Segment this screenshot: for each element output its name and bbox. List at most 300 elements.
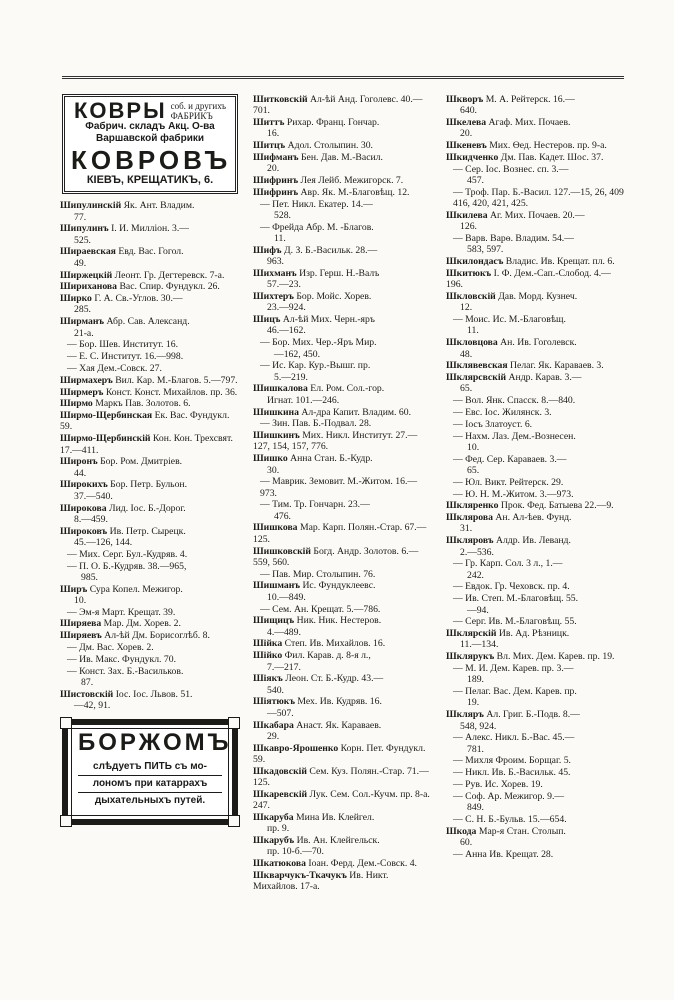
- entry-surname: Шкода: [446, 825, 477, 837]
- entry-details: Алдр. Ив. Леванд.: [495, 535, 571, 547]
- entry-details: Ан. Ив. Гоголевск.: [500, 337, 577, 349]
- entry-continuation: 540.: [267, 684, 284, 696]
- entry-details: Аг. Мих. Почаев. 20.—: [490, 209, 585, 221]
- directory-entry: [446, 94, 626, 117]
- entry-surname: Шириханова: [60, 281, 118, 293]
- entry-details: Маркъ Пав. Золотов. 6.: [95, 398, 191, 410]
- directory-entry: [60, 375, 240, 386]
- entry-continuation: 126.: [460, 221, 477, 233]
- directory-entry: [60, 223, 240, 246]
- entry-details: Ив. Петр. Сырецк.: [109, 525, 186, 537]
- directory-entry: [446, 337, 626, 360]
- entry-continuation: 10.: [467, 441, 480, 453]
- ad-kovry-small1: соб. и другихъ: [170, 101, 227, 111]
- entry-surname: Ширъ: [60, 583, 88, 595]
- directory-entry: [446, 268, 626, 291]
- directory-entry: [446, 407, 626, 418]
- entry-details: Адол. Столыпин. 30.: [287, 140, 373, 152]
- entry-details: — М. И. Дем. Карев. пр. 3.—: [453, 663, 574, 675]
- directory-entry: [253, 638, 433, 649]
- directory-entry: [253, 175, 433, 186]
- directory-entry: [253, 383, 433, 406]
- entry-continuation: 10.—849.: [267, 591, 306, 603]
- entry-details: — Моис. Ис. М.-Благовѣщ.: [453, 314, 566, 326]
- directory-entry: [60, 479, 240, 502]
- entry-details: — Михля Фроим. Борщаг. 5.: [453, 755, 571, 767]
- entry-surname: Шкеневъ: [446, 140, 487, 152]
- entry-continuation: 11.: [274, 233, 286, 245]
- entry-continuation: 57.—23.: [267, 279, 301, 291]
- entry-surname: Шкелева: [446, 117, 487, 129]
- entry-details: Пелаг. Як. Караваев. 3.: [510, 360, 604, 372]
- directory-entry: [446, 686, 626, 709]
- directory-entry: [60, 654, 240, 665]
- directory-entry: [446, 826, 626, 849]
- entry-continuation: пр. 9.: [267, 823, 290, 835]
- entry-details: Як. Ант. Владим.: [123, 200, 195, 212]
- directory-entry: [60, 433, 240, 456]
- directory-entry: [60, 561, 240, 584]
- entry-details: — Вол. Янк. Спасск. 8.—840.: [453, 395, 576, 407]
- entry-surname: Ширяевъ: [60, 630, 102, 642]
- entry-details: — Эм-я Март. Крещат. 39.: [67, 606, 176, 618]
- entry-continuation: 189.: [467, 674, 484, 686]
- directory-entry: [253, 870, 433, 893]
- entry-surname: Шкловскій: [446, 291, 496, 303]
- entry-continuation: 20.: [267, 163, 280, 175]
- directory-entry: [446, 477, 626, 488]
- entry-surname: Широковъ: [60, 525, 108, 537]
- entry-details: Мар-я Стан. Столып.: [478, 825, 566, 837]
- entry-details: — Іосъ Златоуст. 6.: [453, 418, 533, 430]
- directory-entry: [60, 607, 240, 618]
- directory-entry: [253, 615, 433, 638]
- directory-entry: [253, 858, 433, 869]
- directory-entry: [253, 720, 433, 743]
- directory-entry: [253, 453, 433, 476]
- directory-entry: [446, 616, 626, 627]
- directory-entry: [60, 549, 240, 560]
- entry-details: Дав. Морд. Кузнеч.: [498, 291, 578, 303]
- directory-entry: [446, 291, 626, 314]
- entry-continuation: 640.: [460, 105, 477, 117]
- entry-surname: Шиттъ: [253, 117, 285, 129]
- entry-continuation: 10.: [74, 594, 87, 606]
- entry-surname: Шклярскій: [446, 628, 497, 640]
- entry-continuation: 457.: [467, 175, 484, 187]
- entry-surname: Шифринъ: [253, 186, 299, 198]
- entry-details: Іоан. Ферд. Дем.-Совск. 4.: [308, 858, 417, 870]
- ad-borjom-line2: лономъ при катаррахъ: [78, 776, 222, 793]
- entry-details: Ив. Ан. Клейгельск.: [296, 835, 380, 846]
- entry-continuation: 548, 924.: [460, 720, 497, 732]
- ad-kovry-small2: ФАБРИКЪ: [170, 111, 213, 121]
- entry-continuation: 87.: [81, 676, 94, 688]
- entry-surname: Ширмахеръ: [60, 374, 113, 386]
- entry-details: — Ис. Кар. Кур.-Вышг. пр.: [260, 360, 371, 372]
- entry-surname: Шихманъ: [253, 267, 297, 279]
- entry-details: Конст. Конст. Михайлов. пр. 36.: [105, 386, 238, 398]
- entry-continuation: 46.—162.: [267, 325, 306, 337]
- entry-details: — Серг. Ив. М.-Благовѣщ. 55.: [453, 616, 577, 628]
- entry-surname: Шишкова: [253, 522, 298, 534]
- entry-continuation: 60.: [460, 837, 473, 848]
- entry-details: Анаст. Як. Караваев.: [296, 719, 382, 731]
- entry-details: — Евдок. Гр. Чеховск. пр. 4.: [453, 581, 570, 593]
- entry-surname: Шишманъ: [253, 580, 301, 592]
- entry-continuation: 476.: [274, 510, 291, 522]
- borjom-advertisement: [62, 719, 238, 824]
- entry-details: — Маврик. Земовит. М.-Житом. 16.—973.: [260, 476, 418, 499]
- ad-borjom-line3: дыхательныхъ путей.: [94, 794, 206, 806]
- entry-details: I. И. Милліон. 3.—: [111, 223, 189, 235]
- directory-entry: [446, 454, 626, 477]
- directory-entry: [446, 558, 626, 581]
- directory-entry: [446, 431, 626, 454]
- entry-details: Ан. Ал-ѣев. Фунд.: [495, 512, 572, 524]
- entry-details: Фил. Карав. д. 8-я л.,: [284, 650, 371, 662]
- directory-entry: [253, 650, 433, 673]
- entry-details: Анна Стан. Б.-Кудр.: [290, 453, 373, 465]
- entry-surname: Шищицъ: [253, 615, 295, 627]
- directory-entry: [60, 689, 240, 712]
- entry-details: Бор. Петр. Бульон.: [110, 479, 188, 491]
- entry-surname: Ширманъ: [60, 316, 105, 328]
- entry-details: — П. О. Б.-Кудряв. 38.—965,: [67, 560, 187, 572]
- directory-entry: [446, 732, 626, 755]
- directory-entry: [446, 767, 626, 778]
- directory-entry: [446, 233, 626, 256]
- entry-details: Мина Ив. Клейгел.: [296, 811, 375, 823]
- directory-entry: [446, 709, 626, 732]
- directory-entry: [253, 314, 433, 337]
- entry-details: — Никл. Ив. Б.-Васильк. 45.: [453, 767, 571, 779]
- entry-details: Мар. Карп. Полян.-Стар. 67.—125.: [253, 522, 427, 545]
- entry-details: Агаф. Мих. Почаев.: [488, 117, 571, 129]
- entry-continuation: 29.: [267, 730, 280, 742]
- entry-details: Изр. Герш. Н.-Валъ: [299, 267, 380, 279]
- entry-details: — Сер. Іос. Вознес. сп. 3.—: [453, 163, 569, 175]
- entry-continuation: 11.: [467, 325, 479, 337]
- entry-details: Ал. Григ. Б.-Подв. 8.—: [486, 709, 580, 721]
- entry-surname: Шираевская: [60, 246, 116, 258]
- entry-surname: Шійко: [253, 650, 283, 662]
- entry-details: Лук. Сем. Сол.-Кучм. пр. 8-а. 247.: [253, 788, 430, 812]
- entry-surname: Шишкалова: [253, 383, 308, 395]
- directory-entry: [446, 814, 626, 825]
- entry-details: — Анна Ив. Крещат. 28.: [453, 848, 554, 860]
- entry-surname: Шклявевская: [446, 360, 508, 372]
- header-rule: [62, 76, 624, 79]
- directory-entry: [253, 580, 433, 603]
- directory-entry: [253, 696, 433, 719]
- directory-entry: [253, 476, 433, 499]
- entry-details: Мих. Ѳед. Нестеров. пр. 9-а.: [489, 140, 607, 152]
- entry-details: — Е. С. Институт. 16.—998.: [67, 351, 184, 363]
- directory-entry: [60, 293, 240, 316]
- entry-surname: Ширжецкій: [60, 269, 113, 281]
- entry-details: Леон. Ст. Б.-Кудр. 43.—: [285, 673, 384, 685]
- entry-details: — Фед. Сер. Караваев. 3.—: [453, 453, 567, 465]
- directory-entry: [253, 835, 433, 858]
- directory-entry: [253, 117, 433, 140]
- directory-entry: [446, 593, 626, 616]
- entry-continuation: 4.—489.: [267, 626, 301, 638]
- entry-surname: Шишко: [253, 453, 288, 465]
- ad-kovry-line1: Фабрич. складъ Акц. О-ва: [85, 121, 215, 132]
- column-3: [446, 94, 626, 861]
- entry-continuation: —42, 91.: [74, 700, 111, 712]
- directory-entry: [446, 651, 626, 662]
- entry-continuation: 583, 597.: [467, 244, 504, 256]
- entry-continuation: 65.: [460, 383, 473, 395]
- directory-entry: [60, 398, 240, 409]
- entry-details: — Дм. Вас. Хорев. 2.: [67, 642, 154, 654]
- entry-surname: Широкихъ: [60, 479, 108, 491]
- entry-details: Ал-ѣй Мих. Черн.-яръ: [282, 314, 375, 326]
- entry-continuation: —507.: [267, 707, 294, 719]
- entry-details: Бор. Ром. Дмитріев.: [100, 456, 183, 468]
- entry-details: Лея Лейб. Межигорск. 7.: [300, 175, 404, 187]
- entry-details: — Мих. Серг. Бул.-Кудряв. 4.: [67, 548, 188, 560]
- directory-entry: [446, 140, 626, 151]
- entry-surname: Широкова: [60, 502, 107, 514]
- entry-details: — Тим. Тр. Гончарн. 23.—: [260, 499, 370, 511]
- directory-entry: [253, 140, 433, 151]
- entry-continuation: 12.: [460, 302, 473, 314]
- entry-surname: Шишкина: [253, 406, 299, 418]
- directory-entry: [446, 489, 626, 500]
- entry-continuation: 5.—219.: [274, 371, 308, 383]
- directory-entry: [253, 743, 433, 766]
- directory-entry: [446, 314, 626, 337]
- entry-surname: Шіятюкъ: [253, 696, 295, 708]
- entry-surname: Шкаруба: [253, 811, 294, 823]
- directory-entry: [60, 618, 240, 629]
- entry-surname: Ширяева: [60, 618, 102, 630]
- entry-surname: Шкловцова: [446, 337, 498, 349]
- directory-entry: [253, 812, 433, 835]
- entry-continuation: 37.—540.: [74, 490, 113, 502]
- directory-entry: [253, 407, 433, 418]
- entry-details: — Пав. Мир. Столыпин. 76.: [260, 568, 376, 580]
- ad-kovry-title: КОВРЫ: [73, 98, 167, 124]
- directory-entry: [60, 281, 240, 292]
- directory-entry: [446, 372, 626, 395]
- directory-entry: [446, 419, 626, 430]
- entry-details: Кон. Кон. Трехсвят. 17.—411.: [60, 433, 233, 456]
- entry-continuation: 16.: [267, 128, 280, 140]
- directory-entry: [446, 581, 626, 592]
- entry-details: — С. Н. Б.-Бульв. 15.—654.: [453, 813, 567, 825]
- entry-details: Авр. Як. М.-Благовѣщ. 12.: [300, 186, 410, 198]
- entry-details: — Бор. Мих. Чер.-Яръ Мир.: [260, 337, 377, 349]
- entry-continuation: Игнат. 101.—246.: [267, 394, 340, 406]
- entry-surname: Шкавро-Ярошенко: [253, 742, 339, 754]
- entry-details: Сура Копел. Межигор.: [89, 583, 183, 595]
- directory-entry: [253, 673, 433, 696]
- entry-continuation: 849.: [467, 802, 484, 814]
- directory-entry: [60, 351, 240, 362]
- entry-details: — Ив. Степ. М.-Благовѣщ. 55.: [453, 593, 579, 605]
- directory-entry: [446, 395, 626, 406]
- entry-details: — Гр. Карп. Сол. 3 л., 1.—: [453, 558, 563, 570]
- entry-surname: Шкатюкова: [253, 858, 306, 870]
- entry-surname: Шкадовскій: [253, 765, 307, 777]
- entry-continuation: 45.—126, 144.: [74, 536, 133, 548]
- directory-entry: [446, 164, 626, 187]
- entry-surname: Шицъ: [253, 314, 281, 326]
- entry-details: — Фрейда Абр. М. -Благов.: [260, 221, 374, 233]
- entry-continuation: 285.: [74, 304, 91, 316]
- directory-entry: [253, 268, 433, 291]
- entry-details: — Нахм. Лаз. Дем.-Вознесен.: [453, 430, 576, 442]
- entry-continuation: 44.: [74, 467, 87, 479]
- entry-details: Вас. Спир. Фундукл. 26.: [119, 281, 220, 293]
- entry-details: — Пелаг. Вас. Дем. Карев. пр.: [453, 686, 577, 698]
- directory-entry: [253, 766, 433, 789]
- directory-entry: [446, 512, 626, 535]
- column-1: [60, 94, 240, 825]
- entry-details: Ив. Ад. Рѣзницк.: [498, 628, 570, 640]
- entry-continuation: 23.—924.: [267, 302, 306, 314]
- directory-entry: [60, 526, 240, 549]
- directory-entry: [60, 387, 240, 398]
- directory-entry: [446, 849, 626, 860]
- entry-details: Ек. Вас. Фундукл. 59.: [60, 410, 230, 433]
- ad-kovry-brand: КОВРОВЪ: [71, 145, 232, 175]
- entry-details: — Ив. Макс. Фундукл. 70.: [67, 653, 176, 665]
- entry-surname: Шифъ: [253, 244, 282, 256]
- entry-details: Евд. Вас. Гогол.: [118, 246, 184, 258]
- directory-entry: [446, 535, 626, 558]
- entry-details: Вл. Мих. Дем. Карев. пр. 19.: [496, 651, 615, 663]
- entry-surname: Шишкинъ: [253, 430, 300, 442]
- entry-details: Ал-ѣй Дм. Борисоглѣб. 8.: [104, 630, 210, 642]
- entry-surname: Шистовскій: [60, 688, 114, 700]
- entry-continuation: 48.: [460, 348, 473, 360]
- column-2-entries: [253, 94, 433, 892]
- directory-entry: [253, 222, 433, 245]
- entry-details: Прок. Фед. Батыева 22.—9.: [500, 500, 614, 512]
- directory-entry: [446, 755, 626, 766]
- directory-entry: [60, 316, 240, 339]
- entry-details: Абр. Сав. Александ.: [106, 316, 190, 328]
- entry-surname: Шихтеръ: [253, 291, 294, 303]
- entry-surname: Шклярсвскій: [446, 372, 507, 384]
- ad-borjom-title: БОРЖОМЪ: [78, 729, 232, 757]
- entry-details: Андр. Карав. 3.—: [508, 372, 582, 384]
- entry-details: Степ. Ив. Михайлов. 16.: [284, 638, 386, 650]
- ad-kovry-address: КІЕВЪ, КРЕЩАТИКЪ, 6.: [86, 174, 214, 186]
- directory-entry: [253, 604, 433, 615]
- directory-entry: [60, 666, 240, 689]
- entry-details: Сем. Куз. Полян.-Стар. 71.—125.: [253, 765, 429, 789]
- entry-surname: Шійка: [253, 638, 283, 650]
- entry-continuation: —94.: [467, 604, 489, 616]
- entry-details: Ис. Фундуклеевс.: [302, 580, 376, 592]
- entry-details: Богд. Андр. Золотов. 6.—559, 560.: [253, 545, 419, 568]
- entry-surname: Шкабара: [253, 719, 294, 731]
- entry-surname: Шкилондасъ: [446, 256, 504, 268]
- entry-details: Ив. Никт. Михайлов. 17-а.: [253, 869, 389, 893]
- entry-details: — Соф. Ар. Межигор. 9.—: [453, 790, 565, 802]
- entry-details: Бор. Мойс. Хорев.: [296, 291, 372, 303]
- entry-details: Мар. Дм. Хорев. 2.: [103, 618, 181, 630]
- entry-surname: Ширмо-Щербинская: [60, 410, 153, 422]
- directory-entry: [446, 152, 626, 163]
- entry-surname: Ширмо-Щербинскій: [60, 433, 151, 445]
- directory-entry: [253, 569, 433, 580]
- directory-entry: [446, 779, 626, 790]
- entry-details: I. Ф. Дем.-Сап.-Слобод. 4.—196.: [446, 267, 611, 291]
- entry-details: Бен. Дав. М.-Васил.: [300, 151, 383, 163]
- entry-continuation: 30.: [267, 464, 280, 476]
- entry-surname: Шкляренко: [446, 500, 499, 512]
- directory-entry: [253, 199, 433, 222]
- entry-continuation: 525.: [74, 234, 91, 246]
- directory-entry: [253, 499, 433, 522]
- directory-entry: [253, 522, 433, 545]
- entry-surname: Шкаревскій: [253, 788, 308, 800]
- entry-surname: Шкарубъ: [253, 835, 295, 846]
- entry-continuation: 20.: [460, 128, 473, 140]
- directory-entry: [253, 152, 433, 175]
- directory-entry: [253, 789, 433, 812]
- entry-surname: Ширмеръ: [60, 386, 104, 398]
- entry-details: Рихар. Франц. Гончар.: [286, 117, 380, 129]
- entry-surname: Шитцъ: [253, 140, 286, 152]
- directory-entry: [446, 256, 626, 267]
- entry-details: Дм. Пав. Кадет. Шос. 37.: [500, 151, 604, 163]
- carpet-advertisement: [62, 94, 238, 194]
- entry-surname: Шкворъ: [446, 94, 484, 105]
- entry-details: Ел. Ром. Сол.-гор.: [310, 383, 385, 395]
- directory-entry: [253, 187, 433, 198]
- entry-surname: Шкилева: [446, 209, 488, 221]
- entry-surname: Ширмо: [60, 398, 93, 410]
- entry-details: — Троф. Пар. Б.-Васил. 127.—15, 26, 409 416, 420, 421, 425.: [453, 186, 624, 210]
- ad-kovry-line2: Варшавской фабрики: [95, 133, 205, 144]
- entry-continuation: 21-а.: [74, 327, 94, 339]
- entry-details: Вил. Кар. М.-Благов. 5.—797.: [115, 374, 238, 386]
- entry-continuation: 985.: [81, 571, 98, 583]
- directory-entry: [253, 94, 433, 117]
- entry-continuation: 49.: [74, 257, 87, 269]
- entry-details: Ал-дра Капит. Владим. 60.: [301, 406, 411, 418]
- column-2: [253, 94, 433, 893]
- entry-surname: Ширко: [60, 293, 92, 305]
- directory-entry: [60, 270, 240, 281]
- directory-entry: [446, 628, 626, 651]
- directory-entry: [253, 337, 433, 360]
- entry-details: — Бор. Шев. Институт. 16.: [67, 339, 178, 351]
- entry-continuation: 65.: [467, 465, 480, 476]
- entry-continuation: —162, 450.: [274, 348, 321, 360]
- entry-details: Ник. Ник. Нестеров.: [296, 615, 382, 627]
- directory-entry: [60, 642, 240, 653]
- directory-entry: [60, 339, 240, 350]
- entry-details: — Хая Дем.-Совск. 27.: [67, 362, 162, 374]
- entry-surname: Шипулинъ: [60, 223, 109, 235]
- directory-entry: [60, 630, 240, 641]
- entry-continuation: 8.—459.: [74, 513, 108, 525]
- entry-details: Владис. Ив. Крещат. пл. 6.: [505, 256, 615, 268]
- directory-entry: [253, 245, 433, 268]
- entry-surname: Шишковскій: [253, 545, 311, 557]
- directory-entry: [60, 456, 240, 479]
- entry-details: Г. А. Св.-Углов. 30.—: [94, 293, 183, 305]
